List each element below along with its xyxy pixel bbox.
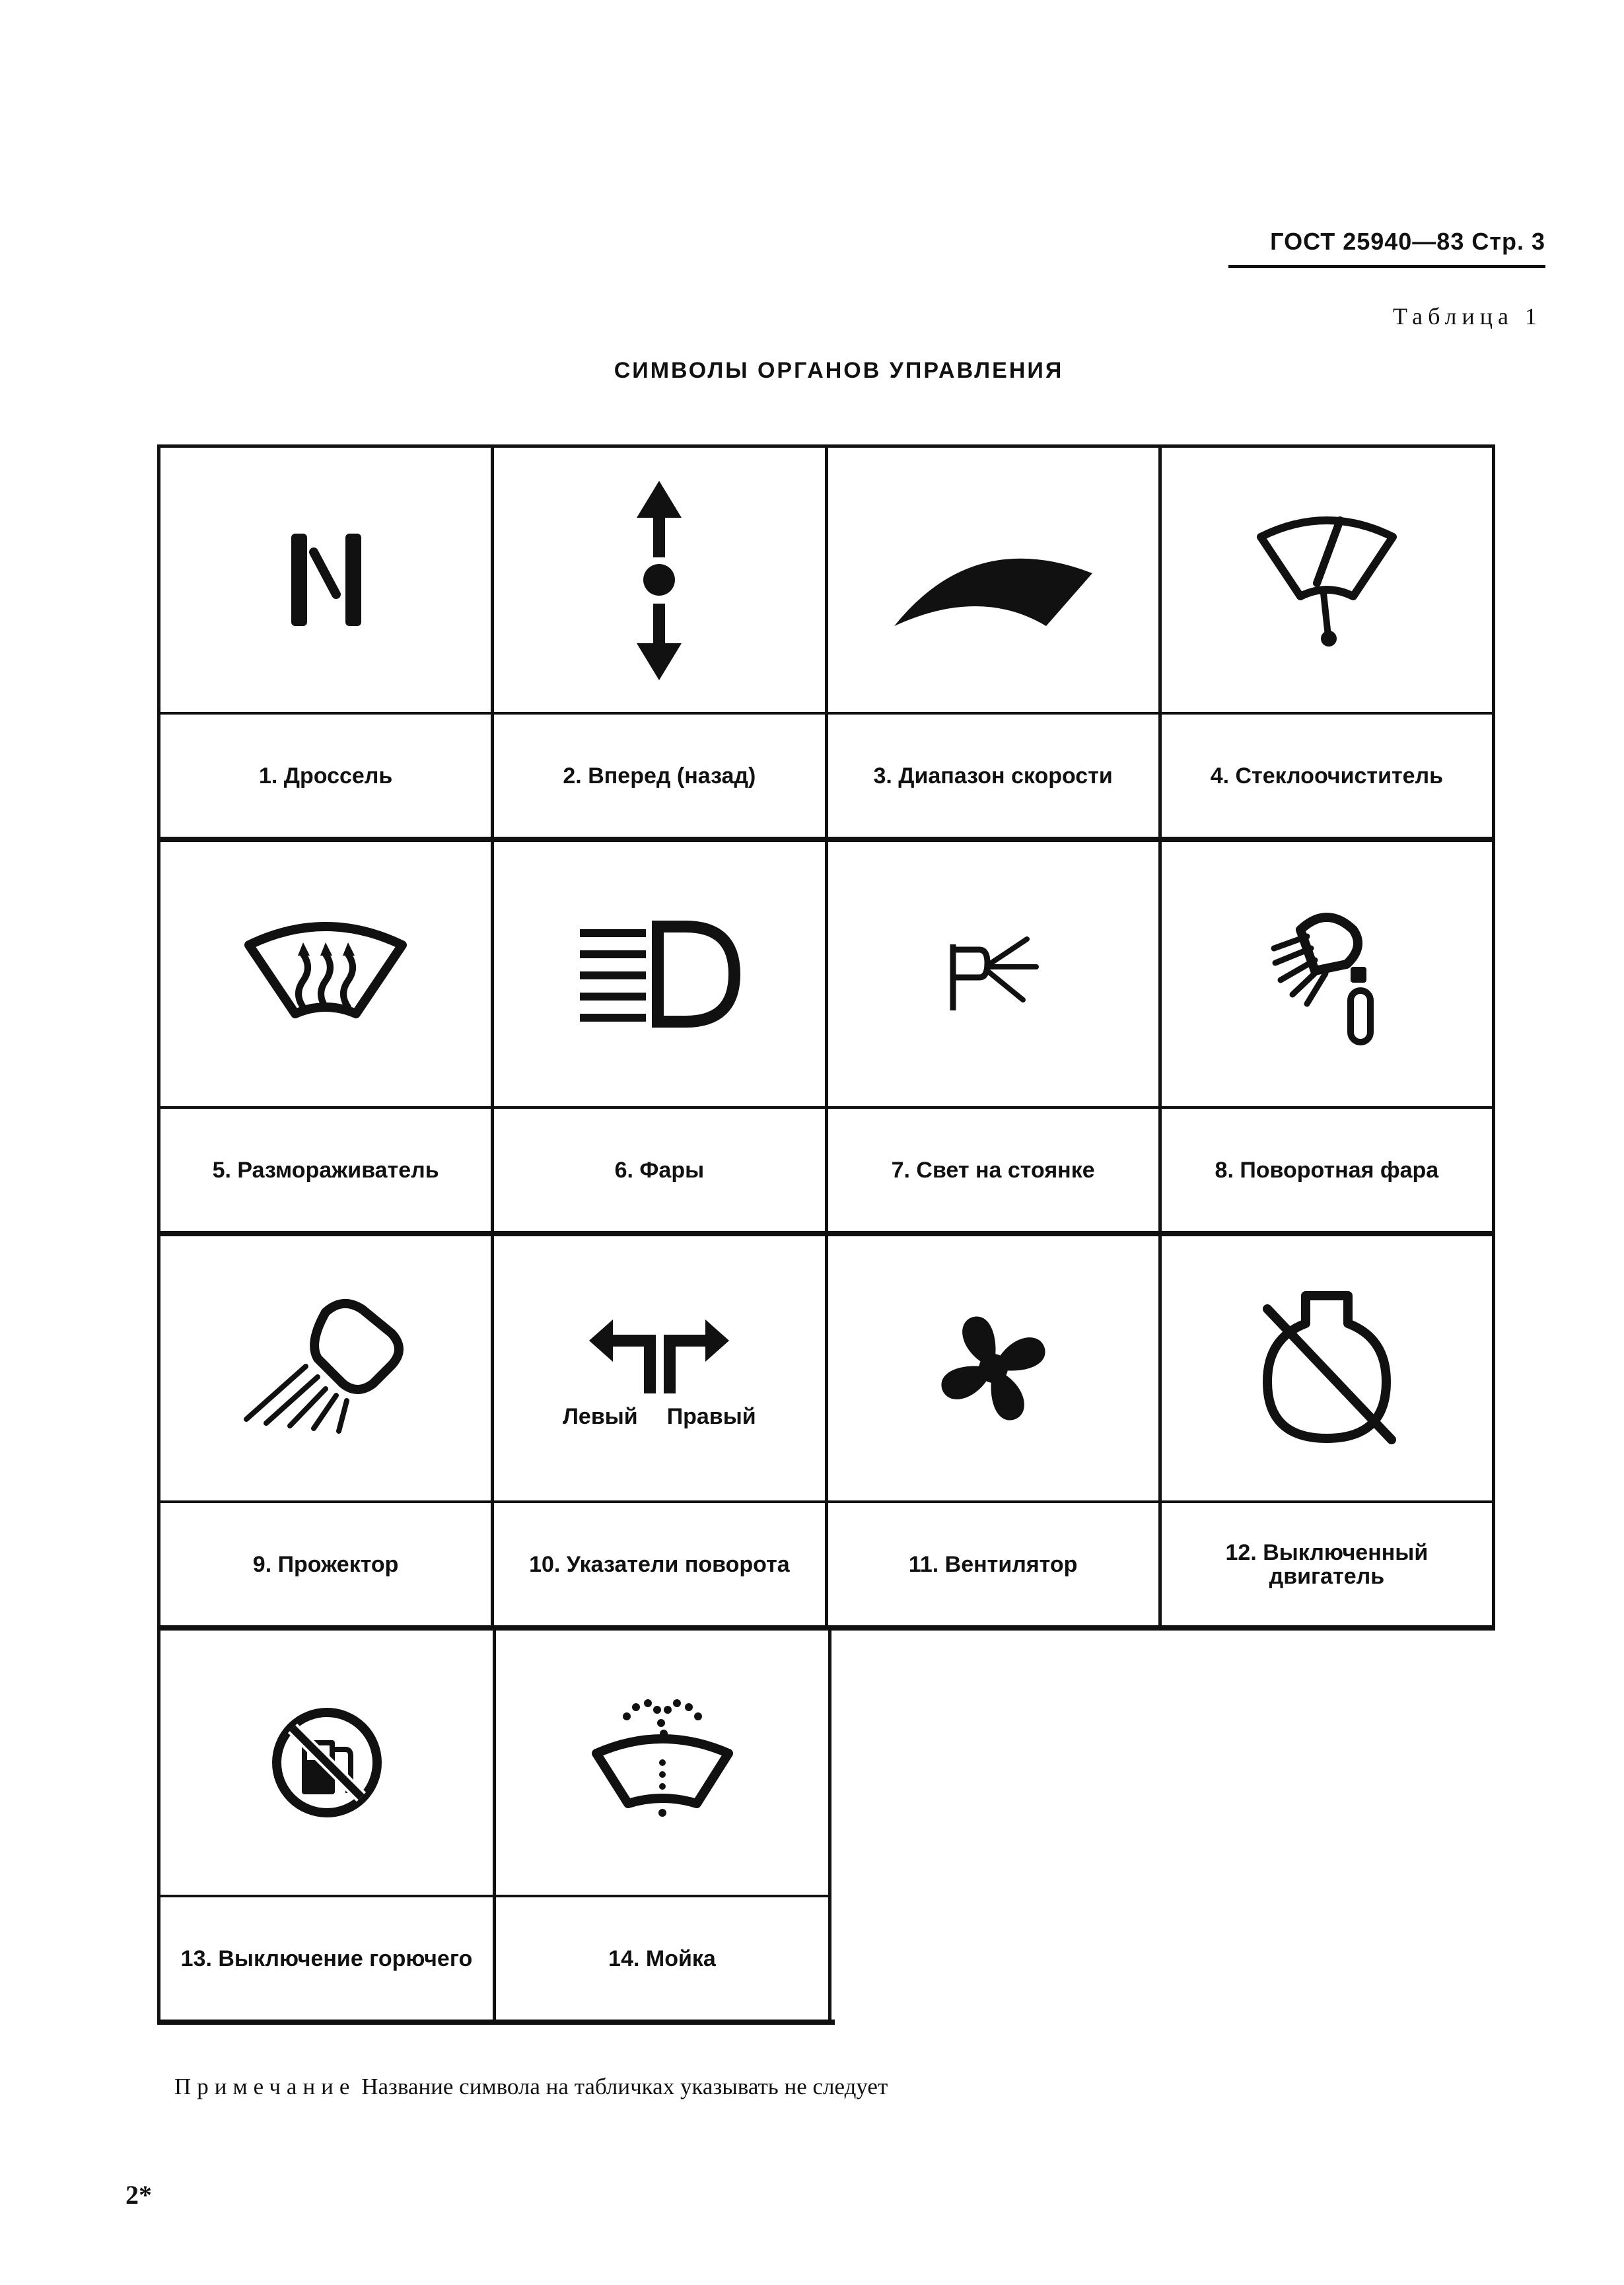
symbol-caption: 1. Дроссель (258, 763, 393, 789)
note-text: Название символа на табличках указывать не следует (361, 2074, 888, 2099)
symbol-caption: 2. Вперед (назад) (563, 763, 756, 789)
symbol-caption: 10. Указатели поворота (529, 1551, 790, 1577)
symbol-cell (1158, 1236, 1495, 1625)
symbol-caption: 12. Выключенный двигатель (1225, 1539, 1429, 1589)
fan-icon (934, 1309, 1053, 1428)
table-row (157, 842, 1495, 1236)
symbol-caption: 13. Выключение горючего (180, 1946, 473, 1971)
symbol-cell (493, 1631, 831, 2020)
table-row (157, 444, 1495, 842)
symbol-cell (1158, 448, 1495, 837)
table-row (157, 1236, 1495, 1631)
symbol-cell (825, 448, 1158, 837)
symbol-caption: 14. Мойка (608, 1946, 716, 1971)
symbol-caption: 7. Свет на стоянке (891, 1157, 1095, 1183)
headlights-icon (573, 915, 745, 1034)
symbol-cell (157, 1236, 491, 1625)
symbol-cell (825, 1236, 1158, 1625)
page-mark: 2* (125, 2180, 152, 2210)
symbol-caption: 11. Вентилятор (908, 1551, 1078, 1577)
turn-signal-icon (580, 1308, 738, 1400)
header-rule (1228, 265, 1545, 268)
symbol-caption: 9. Прожектор (252, 1551, 399, 1577)
symbol-caption: 8. Поворотная фара (1215, 1157, 1439, 1183)
turn-signal-sublabels (563, 1404, 756, 1430)
fuel-shutoff-icon (267, 1703, 386, 1822)
symbol-caption: 6. Фары (614, 1157, 705, 1183)
symbol-caption: 4. Стеклоочиститель (1210, 763, 1444, 789)
symbol-caption: 3. Диапазон скорости (873, 763, 1113, 789)
symbol-cell (491, 1236, 824, 1625)
document-reference: ГОСТ 25940—83 Стр. 3 (1270, 228, 1545, 255)
symbol-cell (157, 1631, 493, 2020)
symbol-cell (825, 842, 1158, 1231)
parking-light-icon (944, 931, 1043, 1017)
note-word: Примечание (174, 2074, 356, 2099)
symbol-cell (491, 448, 824, 837)
right-label: Правый (666, 1403, 756, 1429)
page-header (1228, 228, 1545, 268)
symbols-table (157, 444, 1495, 2025)
washer-icon (583, 1690, 742, 1835)
symbol-cell (1158, 842, 1495, 1231)
table-title: СИМВОЛЫ ОРГАНОВ УПРАВЛЕНИЯ (614, 358, 1064, 383)
engine-stop-icon (1248, 1283, 1406, 1454)
floodlight-icon (227, 1292, 425, 1444)
throttle-icon (273, 520, 378, 639)
symbol-cell (491, 842, 824, 1231)
wiper-icon (1248, 504, 1406, 656)
speed-range-icon (881, 514, 1106, 646)
table-note (174, 2074, 888, 2100)
left-label: Левый (563, 1403, 638, 1429)
symbol-caption: 5. Размораживатель (212, 1157, 439, 1183)
defroster-icon (240, 908, 411, 1040)
table-label: Таблица 1 (1393, 303, 1542, 330)
symbol-cell (157, 842, 491, 1231)
swivel-lamp-icon (1254, 898, 1399, 1050)
symbol-cell (157, 448, 491, 837)
table-row (157, 1631, 835, 2025)
forward-reverse-icon (619, 474, 699, 686)
